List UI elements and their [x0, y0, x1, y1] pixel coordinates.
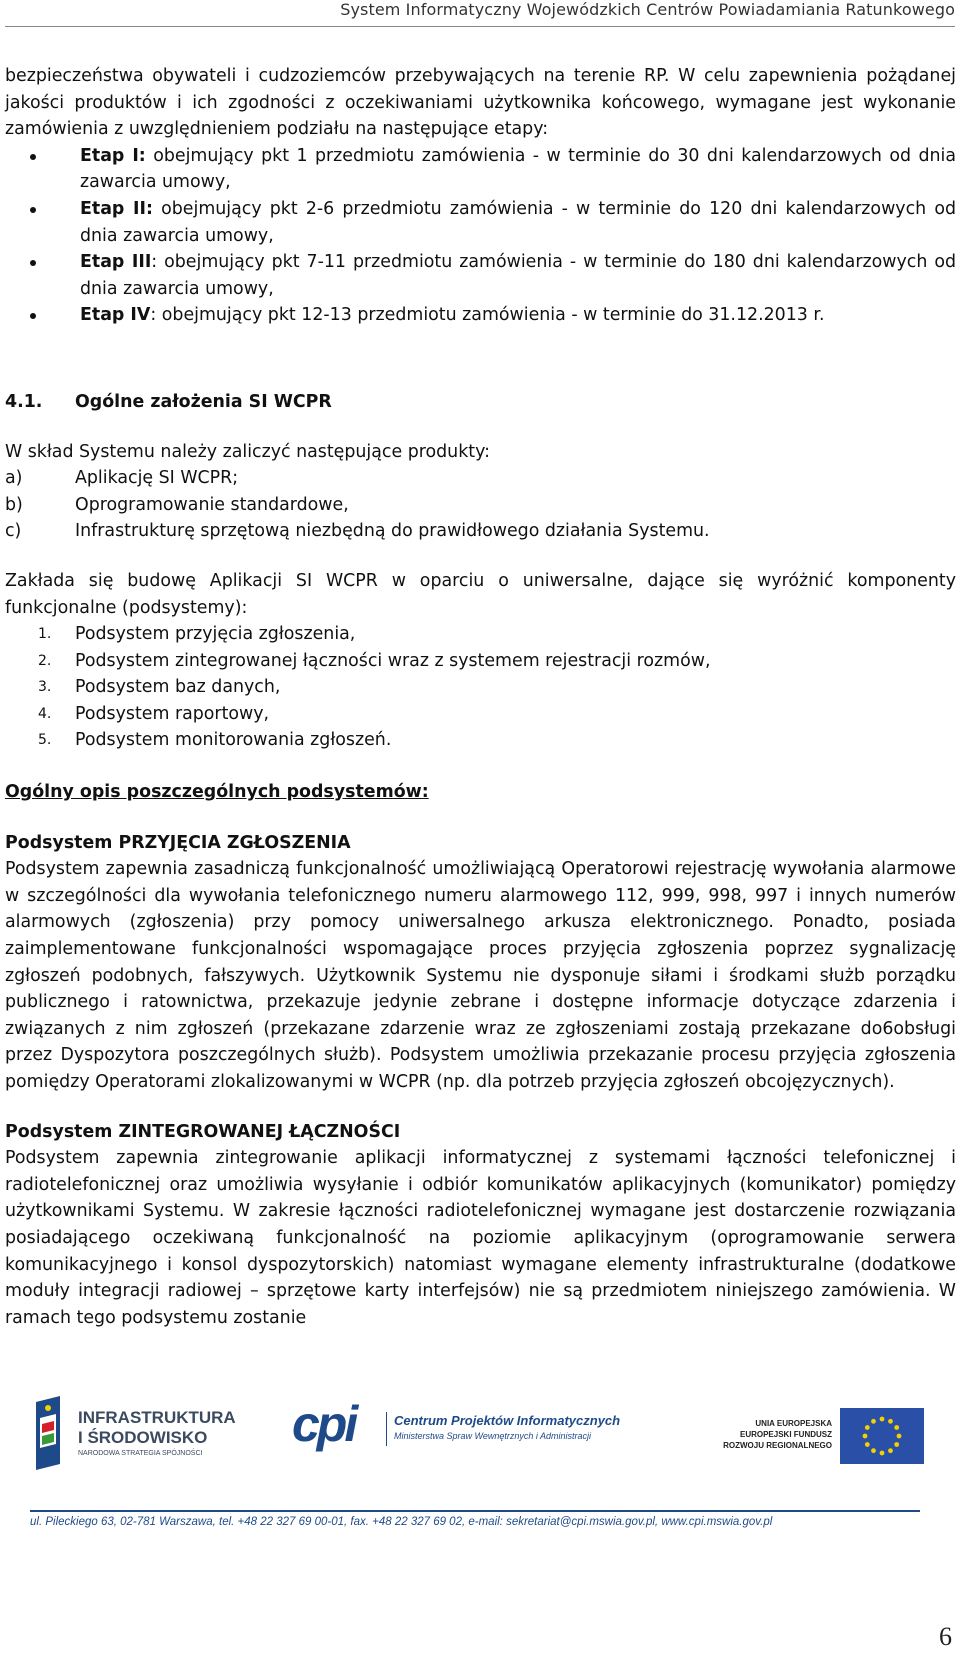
- eu-flag-icon: [840, 1408, 924, 1464]
- module-item: [5, 674, 956, 701]
- stage-item: [5, 302, 956, 329]
- stage-label: Etap III: [80, 252, 152, 273]
- product-item: [5, 465, 956, 492]
- modules-list: [5, 621, 956, 754]
- stage-label: Etap IV: [80, 305, 151, 326]
- module-marker: 2.: [38, 652, 52, 669]
- product-marker: b): [5, 494, 23, 515]
- stage-label: Etap I:: [80, 145, 146, 166]
- module-text: Podsystem zintegrowanej łączności wraz z systemem rejestracji rozmów,: [75, 650, 711, 671]
- stage-text: obejmujący pkt 1 przedmiotu zamówienia - w terminie do 30 dni kalendarzowych od dnia zawarcia umowy,: [80, 145, 957, 193]
- module-text: Podsystem monitorowania zgłoszeń.: [75, 730, 392, 751]
- stage-text: : obejmujący pkt 12-13 przedmiotu zamówienia - w terminie do 31.12.2013 r.: [150, 305, 825, 326]
- product-marker: c): [5, 521, 22, 542]
- modules-intro: Zakłada się budowę Aplikacji SI WCPR w oparciu o uniwersalne, dające się wyróżnić komponenty funkcjonalne (podsystemy):: [5, 570, 956, 618]
- infrastruktura-line1: INFRASTRUKTURA: [78, 1408, 236, 1427]
- cpi-mark: cpi: [292, 1396, 356, 1452]
- stage-text: obejmujący pkt 2-6 przedmiotu zamówienia - w terminie do 120 dni kalendarzowych od dnia zawarcia umowy,: [80, 198, 957, 246]
- module-marker: 3.: [38, 679, 52, 696]
- overview-heading: Ogólny opis poszczególnych podsystemów:: [5, 782, 429, 803]
- module-marker: 4.: [38, 705, 52, 722]
- infrastruktura-logo: [30, 1394, 240, 1474]
- section-title: Ogólne założenia SI WCPR: [75, 391, 332, 412]
- infrastruktura-line2: I ŚRODOWISKO: [78, 1428, 208, 1447]
- stages-list: [5, 143, 956, 329]
- module-item: [5, 621, 956, 648]
- page-number: 6: [939, 1622, 952, 1651]
- module-item: [5, 701, 956, 728]
- footer-rule: [30, 1510, 920, 1512]
- module-marker: 5.: [38, 732, 52, 749]
- product-text: Oprogramowanie standardowe,: [75, 494, 349, 515]
- section-number: 4.1.: [5, 391, 43, 412]
- footer-address: ul. Pileckiego 63, 02-781 Warszawa, tel. +48 22 327 69 00-01, fax. +48 22 327 69 02, e-mail: sekretariat@cpi.mswia.gov.pl, www.cpi.mswia.gov.pl: [30, 1516, 773, 1528]
- module-text: Podsystem raportowy,: [75, 703, 270, 724]
- subsystem-body: Podsystem zapewnia zintegrowanie aplikacji informatycznej z systemami łączności telefonicznej i radiotelefonicznej oraz umożliwia wysyłanie i odbiór komunikatów aplikacyjnych (komunikator) pomiędzy użytkownikami Systemu. W zakresie łączności radiotelefonicznej wymagane jest dostarczenie rozwiązania posiadającego oczekiwaną funkcjonalność na poziomie aplikacyjnym (oprogramowanie serwera komunikacyjnego i konsol dyspozytorskich) natomiast wymagane elementy infrastrukturalne (dodatkowe moduły integracji radiowej – sprzętowe karty interfejsów) nie są przedmiotem niniejszego zamówienia. W ramach tego podsystemu zostanie: [5, 1148, 956, 1328]
- infrastruktura-line3: NARODOWA STRATEGIA SPÓJNOŚCI: [78, 1450, 203, 1457]
- eu-line1: UNIA EUROPEJSKA: [755, 1419, 832, 1428]
- stage-text: : obejmujący pkt 7-11 przedmiotu zamówienia - w terminie do 180 dni kalendarzowych od dnia zawarcia umowy,: [80, 252, 957, 299]
- product-item: [5, 518, 956, 545]
- subsystem-title: Podsystem PRZYJĘCIA ZGŁOSZENIA: [5, 832, 351, 853]
- eu-line2: EUROPEJSKI FUNDUSZ: [739, 1430, 832, 1439]
- module-item: [5, 727, 956, 754]
- section-heading: [5, 389, 956, 416]
- product-text: Aplikację SI WCPR;: [75, 468, 239, 489]
- header-rule: [5, 26, 955, 27]
- module-text: Podsystem przyjęcia zgłoszenia,: [75, 624, 356, 645]
- footer-logos: [30, 1394, 930, 1494]
- products-intro: W skład Systemu należy zaliczyć następujące produkty:: [5, 441, 490, 462]
- subsystem-title: Podsystem ZINTEGROWANEJ ŁĄCZNOŚCI: [5, 1121, 401, 1142]
- subsystem-body: Podsystem zapewnia zasadniczą funkcjonalność umożliwiającą Operatorowi rejestrację wywołania alarmowe w szczególności dla wywołania telefonicznego numeru alarmowego 112, 999, 998, 997 i innych numerów alarmowych (zgłoszenia) przy pomocy uniwersalnego arkusza elektronicznego. Ponadto, posiada zaimplementowane funkcjonalności wspomagające proces przyjęcia zgłoszenia poprzez sygnalizację zgłoszeń podobnych, fałszywych. Użytkownik Systemu nie dysponuje siłami i środkami służb porządku publicznego i ratownictwa, przekazuje jedynie zebrane i dostępne informacje dotyczące zdarzenia i związanych z nim zgłoszeń (przekazane zdarzenie wraz ze zgłoszeniami zostają przekazane do6obsługi przez Dyspozytora poszczególnych służb). Podsystem umożliwia przekazanie procesu przyjęcia zgłoszenia pomiędzy Operatorami zlokalizowanymi w WCPR (np. dla potrzeb przyjęcia zgłoszeń obcojęzycznych).: [5, 859, 956, 1092]
- cpi-line2: Ministerstwa Spraw Wewnętrznych i Administracji: [394, 1431, 592, 1441]
- stage-item: [5, 196, 956, 249]
- module-item: [5, 648, 956, 675]
- stage-item: [5, 249, 956, 302]
- eu-line3: ROZWOJU REGIONALNEGO: [723, 1441, 832, 1450]
- cpi-logo: [292, 1394, 682, 1464]
- stage-item: [5, 143, 956, 196]
- cpi-line1: Centrum Projektów Informatycznych: [394, 1413, 621, 1428]
- cpi-divider: [386, 1412, 387, 1446]
- module-marker: 1.: [38, 626, 52, 643]
- products-list: [5, 465, 956, 545]
- eu-logo: [702, 1398, 932, 1468]
- module-text: Podsystem baz danych,: [75, 677, 281, 698]
- running-header: System Informatyczny Wojewódzkich Centrów Powiadamiania Ratunkowego: [340, 0, 955, 19]
- stage-label: Etap II:: [80, 198, 153, 219]
- page-content: [5, 63, 956, 1331]
- product-marker: a): [5, 468, 23, 489]
- product-item: [5, 492, 956, 519]
- product-text: Infrastrukturę sprzętową niezbędną do prawidłowego działania Systemu.: [75, 521, 710, 542]
- intro-paragraph: bezpieczeństwa obywateli i cudzoziemców przebywających na terenie RP. W celu zapewnienia pożądanej jakości produktów i ich zgodności z oczekiwaniami użytkownika końcowego, wymagane jest wykonanie zamówienia z uwzględnieniem podziału na następujące etapy:: [5, 66, 956, 140]
